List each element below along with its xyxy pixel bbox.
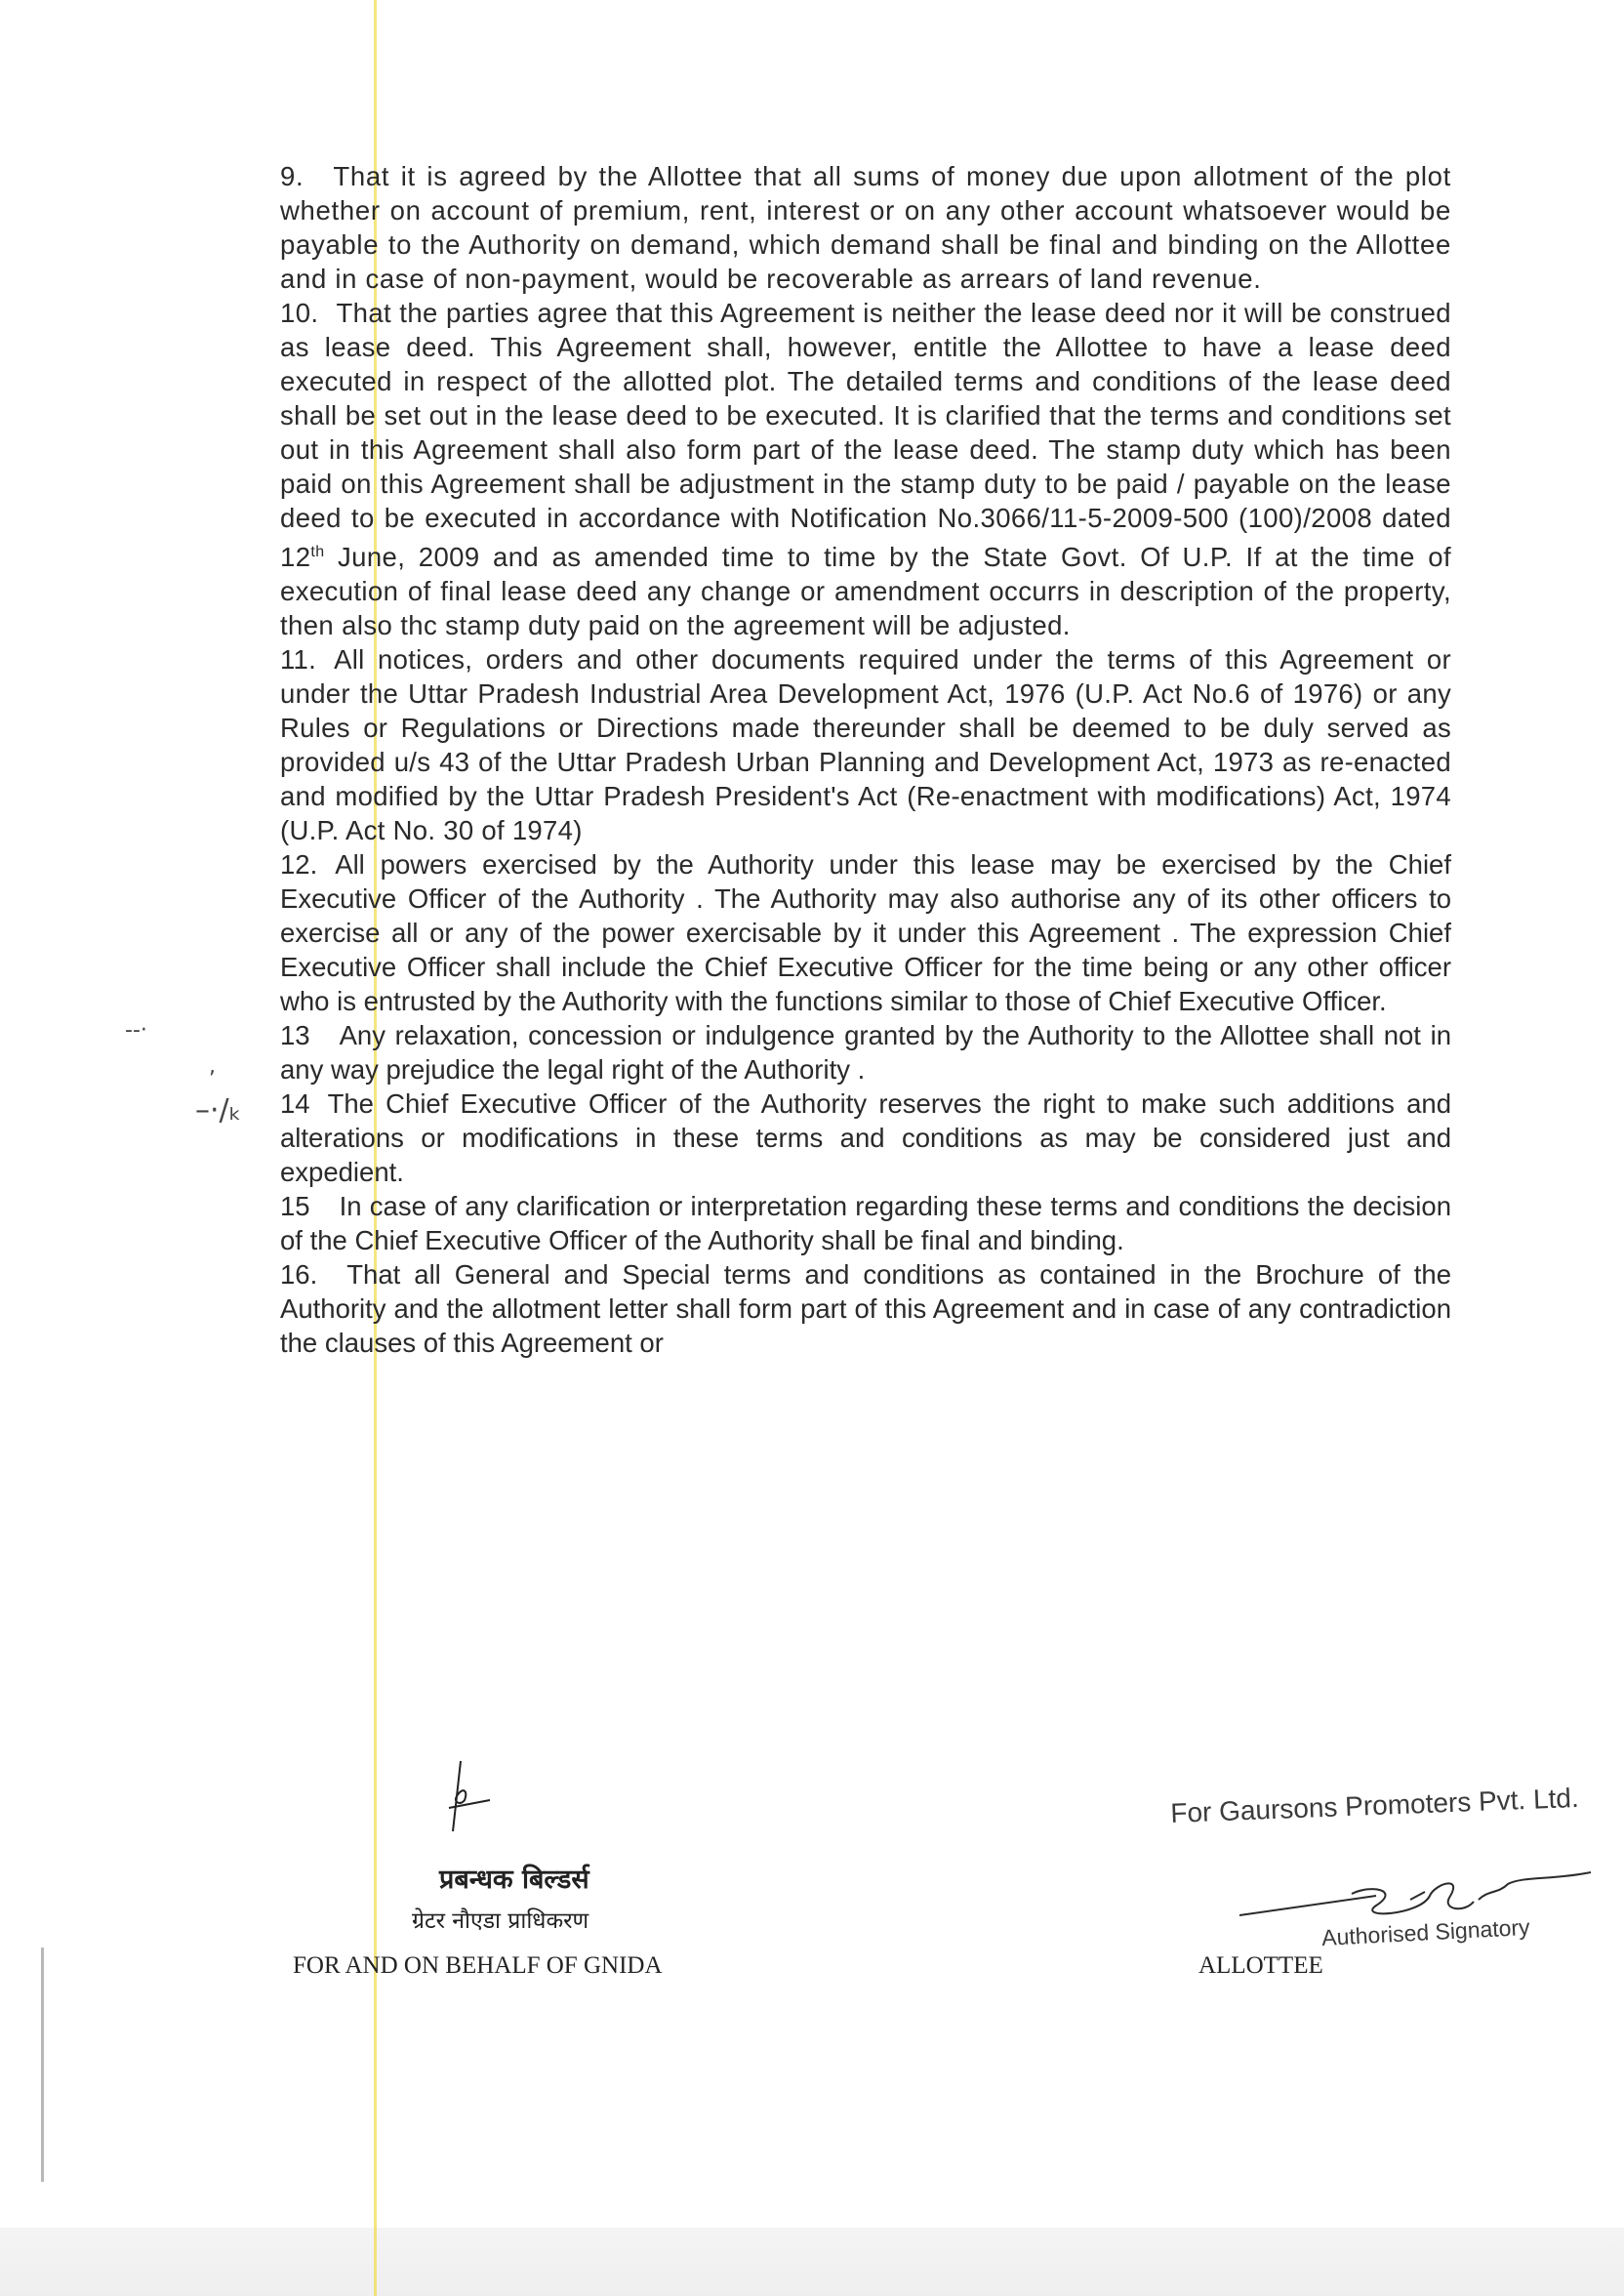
clause-text: That the parties agree that this Agreement is neither the lease deed nor it will be construed as lease deed. This Agreement shall, however, entitle the Allottee to have a lease deed executed in respect of the allotted plot. The detailed terms and conditions of the lease deed shall be set out in the lease deed to be executed. It is clarified that the terms and conditions set out in this Agreement shall also form part of the lease deed. The stamp duty which has been paid on this Agreement shall be adjustment in the stamp duty to be paid / payable on the lease deed to be executed in accordance with Notification No.3066/11-5-2009-500 (100)/2008 dated 12 — [280, 298, 1451, 573]
page-edge-shadow — [41, 1948, 44, 2182]
clause-text: In case of any clarification or interpretation regarding these terms and conditions the decision of the Chief Executive Officer of the Authority shall be final and binding. — [280, 1191, 1451, 1256]
clause-14 — [280, 1086, 1451, 1189]
clause-10 — [280, 296, 1451, 642]
clause-number: 11. — [280, 644, 317, 676]
margin-tick-mark: --· — [125, 1018, 147, 1043]
clause-number: 9. — [280, 161, 304, 191]
clause-text: All powers exercised by the Authority under this lease may be exercised by the Chief Executive Officer of the Authority . The Authority may also authorise any of its other officers to exercise all or any of the power exercisable by it under this Agreement . The expression Chief Executive Officer shall include the Chief Executive Officer for the time being or any other officer who is entrusted by the Authority with the functions similar to those of Chief Executive Officer. — [280, 849, 1451, 1017]
clause-number: 16. — [280, 1259, 318, 1291]
clause-13 — [280, 1018, 1451, 1086]
clause-text: Any relaxation, concession or indulgence granted by the Authority to the Allottee shall not in any way prejudice the legal right of the Authority . — [280, 1020, 1451, 1086]
clause-9 — [280, 159, 1451, 296]
clause-text-continued: June, 2009 and as amended time to time by the State Govt. Of U.P. If at the time of execution of final lease deed any change or amendment occurrs in description of the property, then also thc stamp duty paid on the agreement will be adjusted. — [280, 542, 1451, 641]
clause-12 — [280, 847, 1451, 1018]
margin-tick-mark: –·/ₖ — [195, 1093, 242, 1128]
gnida-signature-scribble — [439, 1757, 498, 1835]
margin-tick-mark: , — [209, 1054, 216, 1079]
agreement-body — [280, 159, 1451, 1360]
clause-number: 14 — [280, 1088, 310, 1120]
clause-15 — [280, 1189, 1451, 1257]
authorised-signatory-label: Authorised Signatory — [1320, 1913, 1531, 1951]
clause-text: The Chief Executive Officer of the Authority reserves the right to make such additions and alterations or modifications in these terms and conditions as may be considered just and expedient. — [280, 1088, 1451, 1188]
clause-number: 10. — [280, 298, 319, 328]
clause-number: 13 — [280, 1020, 310, 1051]
allottee-label: ALLOTTEE — [1198, 1952, 1323, 1979]
clause-16 — [280, 1257, 1451, 1360]
clause-superscript: th — [310, 544, 325, 560]
clause-text: That it is agreed by the Allottee that all sums of money due upon allotment of the plot whether on account of premium, rent, interest or on any other account whatsoever would be payable to the Authority on demand, which demand shall be final and binding on the Allottee and in case of non-payment, would be recoverable as arrears of land revenue. — [280, 161, 1451, 294]
company-stamp: For Gaursons Promoters Pvt. Ltd. — [1169, 1782, 1580, 1829]
allottee-signature-block — [1169, 1782, 1601, 1991]
clause-text: All notices, orders and other documents required under the terms of this Agreement or under the Uttar Pradesh Industrial Area Development Act, 1976 (U.P. Act No.6 of 1976) or any Rules or Regulations or Directions made thereunder shall be deemed to be duly served as provided u/s 43 of the Uttar Pradesh Urban Planning and Development Act, 1973 as re-enacted and modified by the Uttar Pradesh President's Act (Re-enactment with modifications) Act, 1974 (U.P. Act No. 30 of 1974) — [280, 644, 1451, 846]
gnida-stamp-designation: प्रबन्धक बिल्डर्स — [439, 1865, 589, 1895]
clause-11 — [280, 642, 1451, 847]
clause-number: 12. — [280, 849, 318, 881]
gnida-behalf-label: FOR AND ON BEHALF OF GNIDA — [293, 1952, 663, 1979]
clause-number: 15 — [280, 1191, 310, 1222]
scan-bottom-margin — [0, 2228, 1624, 2296]
clause-text: That all General and Special terms and conditions as contained in the Brochure of the Authority and the allotment letter shall form part of this Agreement and in case of any contradiction the clauses of this Agreement or — [280, 1259, 1451, 1359]
gnida-stamp-authority: ग्रेटर नौएडा प्राधिकरण — [412, 1908, 589, 1934]
